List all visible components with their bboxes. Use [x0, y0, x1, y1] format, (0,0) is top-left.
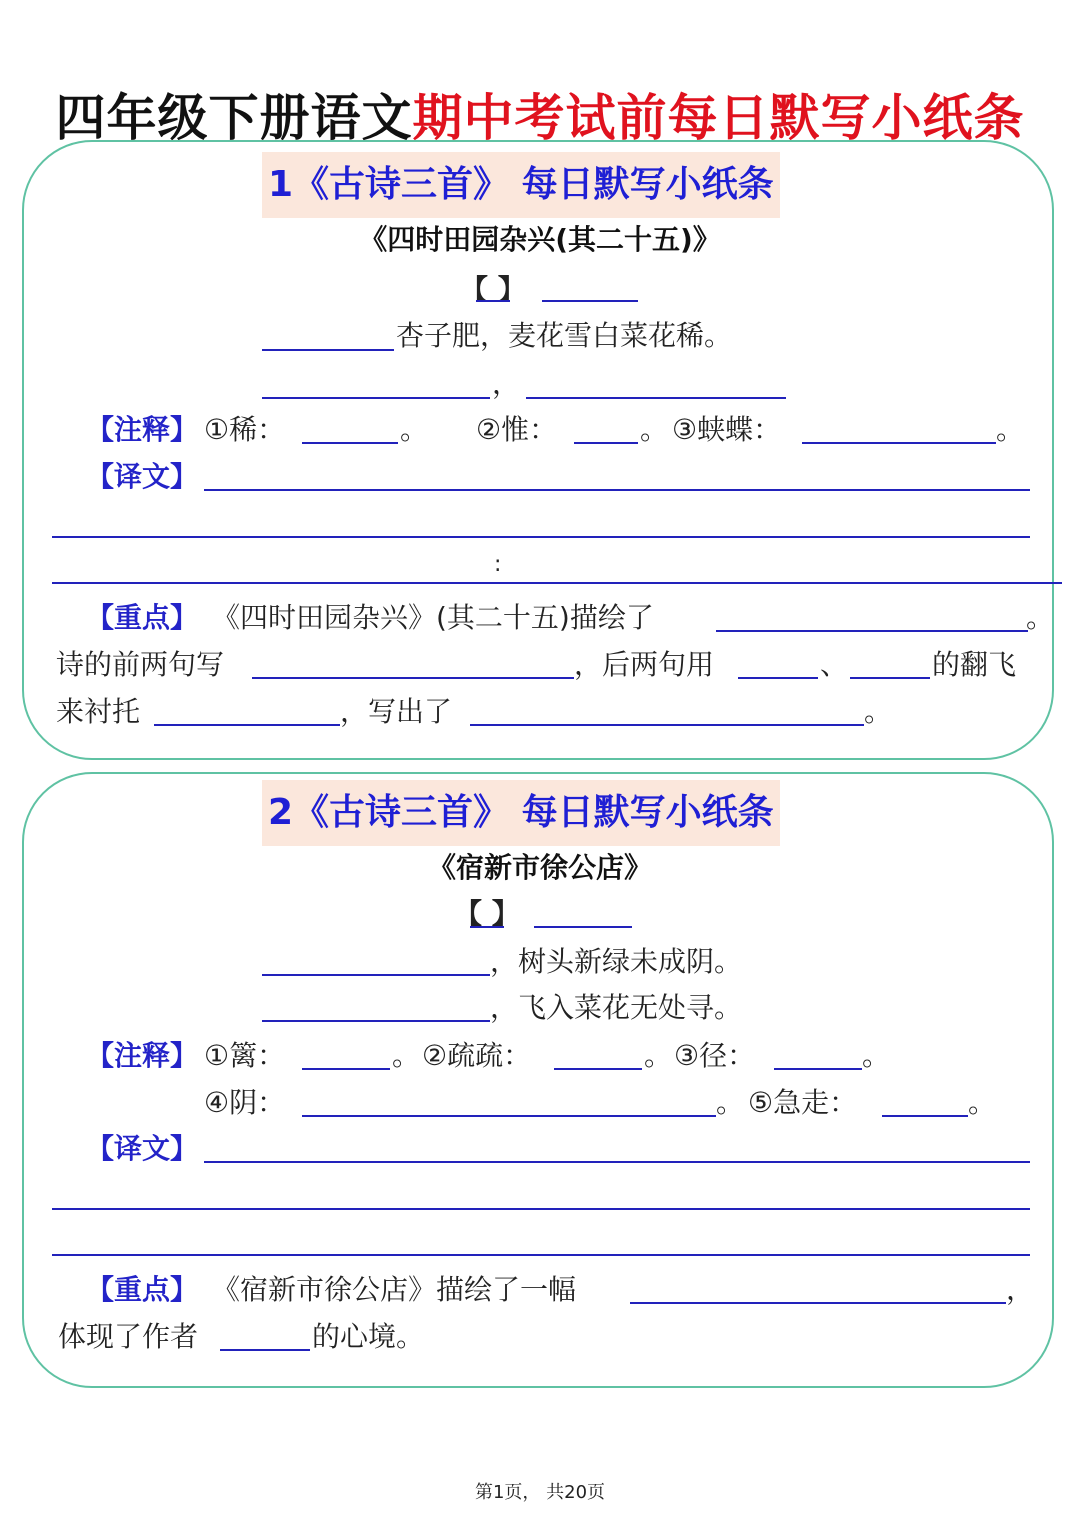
card-2-key-2b: 的心境。 — [312, 1320, 425, 1353]
card-1-note-1: ①稀： — [204, 413, 286, 446]
card-1-dynasty-blank[interactable] — [476, 300, 510, 302]
card-2-line1-blank[interactable] — [262, 974, 490, 976]
card-2-translation-line-3[interactable] — [52, 1254, 1030, 1256]
card-2-dynasty-blank[interactable] — [470, 926, 504, 928]
card-2-note-3-blank[interactable] — [774, 1068, 862, 1070]
card-2-note-4: ④阴： — [204, 1086, 286, 1119]
card-1-key-label: 【重点】 — [86, 601, 199, 634]
card-2-key-2a: 体现了作者 — [58, 1320, 199, 1353]
card-2-notes-label: 【注释】 — [86, 1039, 199, 1072]
card-1-key-3-blank-1[interactable] — [154, 724, 340, 726]
card-2-key-1-comma: ， — [1006, 1273, 1035, 1306]
card-1-author-blank[interactable] — [542, 300, 638, 302]
card-2-note-3: ③径： — [674, 1039, 756, 1072]
card-2-note-1: ①篱： — [204, 1039, 286, 1072]
card-2-note-2-period: 。 — [644, 1039, 673, 1072]
card-1-key-3b: ，写出了 — [340, 695, 453, 728]
page-title-red: 期中考试前每日默写小纸条 — [412, 89, 1025, 147]
card-2-header: 2《古诗三首》 每日默写小纸条 — [262, 780, 780, 846]
card-1-key-2-blank-3[interactable] — [850, 677, 930, 679]
card-2-note-2-blank[interactable] — [554, 1068, 642, 1070]
card-1-notes-label: 【注释】 — [86, 413, 199, 446]
card-2-line1: ，树头新绿未成阴。 — [490, 945, 743, 978]
page-footer: 第1页， 共20页 — [474, 1482, 606, 1503]
card-1-note-1-period: 。 — [400, 413, 429, 446]
card-1-author-bracket: 【 】 — [460, 273, 526, 306]
card-1-translation-line-2[interactable] — [52, 536, 1030, 538]
card-2-note-5-blank[interactable] — [882, 1115, 968, 1117]
card-1-key-3a: 来衬托 — [56, 695, 141, 728]
card-1-key-2b: ，后两句用 — [574, 648, 715, 681]
card-2-note-4-blank[interactable] — [302, 1115, 716, 1117]
card-2-author-bracket: 【 】 — [454, 897, 520, 930]
card-1-note-1-blank[interactable] — [302, 442, 398, 444]
card-1-key-2d: 的翻飞 — [932, 648, 1017, 681]
card-1-note-2: ②惟： — [476, 413, 558, 446]
card-2-note-4-period: 。 — [716, 1086, 745, 1119]
card-2-key-2-blank[interactable] — [220, 1349, 310, 1351]
card-1-translation-line-1[interactable] — [204, 489, 1030, 491]
card-2-line2-blank[interactable] — [262, 1020, 490, 1022]
card-2-note-2: ②疏疏： — [422, 1039, 532, 1072]
page-title-black: 四年级下册语文 — [55, 89, 413, 147]
card-1-header: 1《古诗三首》 每日默写小纸条 — [262, 152, 780, 218]
card-1-colon-mark: : — [494, 552, 502, 577]
card-1-key-2c: 、 — [820, 648, 849, 681]
card-1-note-2-blank[interactable] — [574, 442, 638, 444]
card-2-author-blank[interactable] — [534, 926, 632, 928]
card-1-translation-line-3[interactable] — [52, 582, 1062, 584]
card-1-line1: 杏子肥，麦花雪白菜花稀。 — [396, 319, 733, 352]
card-1-key-3-blank-2[interactable] — [470, 724, 864, 726]
card-2-note-1-period: 。 — [392, 1039, 421, 1072]
card-1-key-1-blank[interactable] — [716, 630, 1028, 632]
card-1-key-2-blank-1[interactable] — [252, 677, 574, 679]
card-1-note-2-period: 。 — [640, 413, 669, 446]
card-2-translation-line-1[interactable] — [204, 1161, 1030, 1163]
card-2-key-1-blank[interactable] — [630, 1302, 1006, 1304]
card-1-line2-comma: ， — [492, 367, 521, 400]
card-2-note-3-period: 。 — [862, 1039, 891, 1072]
card-1-note-3-blank[interactable] — [802, 442, 996, 444]
card-1-key-1-period: 。 — [1026, 601, 1055, 634]
card-1-key-2a: 诗的前两句写 — [56, 648, 225, 681]
card-1-note-3-period: 。 — [996, 413, 1025, 446]
card-1-translation-label: 【译文】 — [86, 460, 199, 493]
card-1-line2b-blank[interactable] — [526, 397, 786, 399]
card-2-key-1: 《宿新市徐公店》描绘了一幅 — [212, 1273, 577, 1306]
card-2-translation-line-2[interactable] — [52, 1208, 1030, 1210]
card-1-key-3-period: 。 — [864, 695, 893, 728]
card-1-line1-blank[interactable] — [262, 349, 394, 351]
card-2-line2: ，飞入菜花无处寻。 — [490, 991, 743, 1024]
card-1-key-1: 《四时田园杂兴》(其二十五)描绘了 — [212, 601, 654, 634]
card-1-key-2-blank-2[interactable] — [738, 677, 818, 679]
card-2-poem-title: 《宿新市徐公店》 — [427, 851, 652, 884]
card-1-poem-title: 《四时田园杂兴(其二十五)》 — [359, 223, 721, 256]
card-2-note-5-period: 。 — [968, 1086, 997, 1119]
card-2-note-1-blank[interactable] — [302, 1068, 390, 1070]
card-1-line2a-blank[interactable] — [262, 397, 490, 399]
card-2-key-label: 【重点】 — [86, 1273, 199, 1306]
card-2-translation-label: 【译文】 — [86, 1132, 199, 1165]
card-2-note-5: ⑤急走： — [748, 1086, 858, 1119]
card-1-note-3: ③蛱蝶： — [672, 413, 782, 446]
